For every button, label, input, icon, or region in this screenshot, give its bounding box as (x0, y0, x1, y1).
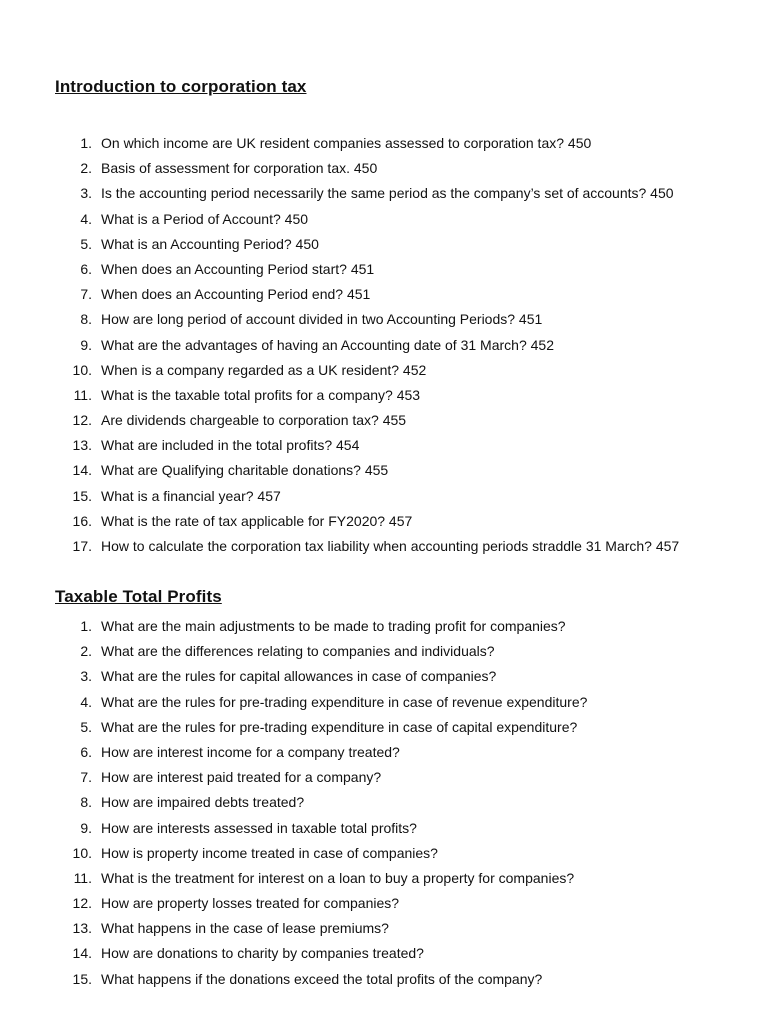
question-list (0, 131, 768, 559)
item-number: 4. (80, 693, 92, 710)
item-number: 9. (80, 819, 92, 836)
list-item (0, 534, 768, 559)
item-number: 17. (72, 538, 92, 554)
list-item (0, 156, 768, 181)
item-number: 11. (73, 386, 92, 403)
list-item (0, 967, 768, 992)
question-text: What are the main adjustments to be made to trading profit for companies? (101, 618, 566, 634)
list-item (0, 916, 768, 941)
question-text: What are the rules for pre-trading expenditure in case of revenue expenditure? (101, 693, 588, 710)
question-list (0, 614, 768, 992)
list-item (0, 765, 768, 790)
question-text: What are the rules for pre-trading expenditure in case of capital expenditure? (101, 718, 578, 735)
question-text: What is an Accounting Period? 450 (101, 235, 319, 252)
item-number: 13. (72, 437, 92, 454)
question-text: When does an Accounting Period end? 451 (101, 286, 371, 303)
item-number: 2. (80, 160, 92, 177)
item-number: 4. (80, 210, 92, 227)
item-number: 15. (72, 487, 92, 504)
item-number: 12. (72, 895, 92, 912)
item-number: 3. (80, 185, 92, 202)
list-item (0, 257, 768, 282)
question-text: When is a company regarded as a UK resident? 452 (101, 361, 427, 378)
question-text: When does an Accounting Period start? 451 (101, 260, 375, 277)
question-text: How are interest income for a company treated? (101, 743, 400, 760)
list-item (0, 433, 768, 458)
list-item (0, 941, 768, 966)
question-text: What is the rate of tax applicable for FY2020? 457 (101, 512, 413, 529)
item-number: 6. (80, 743, 92, 760)
list-item (0, 131, 768, 156)
list-item (0, 484, 768, 509)
section-taxable-total-profits (0, 585, 768, 992)
item-number: 11. (73, 869, 92, 886)
item-number: 10. (72, 844, 92, 861)
question-text: On which income are UK resident companies assessed to corporation tax? 450 (101, 135, 592, 151)
question-text: Is the accounting period necessarily the same period as the company’s set of accounts? 450 (101, 185, 674, 202)
item-number: 6. (80, 260, 92, 277)
list-item (0, 614, 768, 639)
list-item (0, 333, 768, 358)
question-text: Basis of assessment for corporation tax. 450 (101, 160, 378, 177)
list-item (0, 891, 768, 916)
question-text: What is the taxable total profits for a company? 453 (101, 386, 421, 403)
question-text: What happens if the donations exceed the total profits of the company? (101, 970, 543, 987)
list-item (0, 408, 768, 433)
question-text: Are dividends chargeable to corporation tax? 455 (101, 412, 407, 429)
item-number: 8. (80, 794, 92, 811)
item-number: 9. (80, 336, 92, 353)
question-text: How are property losses treated for companies? (101, 895, 400, 912)
item-number: 12. (72, 412, 92, 429)
list-item (0, 383, 768, 408)
item-number: 5. (80, 235, 92, 252)
list-item (0, 816, 768, 841)
question-text: How are interests assessed in taxable total profits? (101, 819, 417, 836)
question-text: What is a Period of Account? 450 (101, 210, 309, 227)
item-number: 14. (72, 462, 92, 479)
item-number: 5. (80, 718, 92, 735)
item-number: 2. (80, 643, 92, 660)
list-item (0, 509, 768, 534)
question-text: What happens in the case of lease premiums? (101, 920, 389, 937)
question-text: What are the differences relating to companies and individuals? (101, 643, 495, 660)
item-number: 7. (80, 769, 92, 786)
question-text: What are included in the total profits? 454 (101, 437, 360, 454)
list-item (0, 207, 768, 232)
question-text: What is the treatment for interest on a loan to buy a property for companies? (101, 869, 575, 886)
item-number: 7. (80, 286, 92, 303)
item-number: 1. (80, 618, 92, 634)
question-text: How are interest paid treated for a company? (101, 769, 382, 786)
list-item (0, 307, 768, 332)
item-number: 8. (80, 311, 92, 328)
question-text: How to calculate the corporation tax liability when accounting periods straddle 31 March? 457 (101, 538, 680, 554)
item-number: 13. (72, 920, 92, 937)
question-text: How are donations to charity by companies treated? (101, 945, 424, 962)
list-item (0, 282, 768, 307)
list-item (0, 841, 768, 866)
list-item (0, 458, 768, 483)
section-introduction-to-corporation-tax (0, 75, 768, 559)
item-number: 10. (72, 361, 92, 378)
list-item (0, 740, 768, 765)
item-number: 14. (72, 945, 92, 962)
question-text: What are Qualifying charitable donations? 455 (101, 462, 389, 479)
list-item (0, 358, 768, 383)
section-title: Introduction to corporation tax (55, 77, 307, 96)
question-text: How are impaired debts treated? (101, 794, 305, 811)
list-item (0, 866, 768, 891)
section-title: Taxable Total Profits (55, 587, 222, 606)
list-item (0, 232, 768, 257)
list-item (0, 181, 768, 206)
item-number: 1. (80, 135, 92, 151)
question-text: What are the advantages of having an Accounting date of 31 March? 452 (101, 336, 554, 353)
item-number: 15. (72, 970, 92, 987)
item-number: 3. (80, 668, 92, 685)
question-text: What is a financial year? 457 (101, 487, 281, 504)
question-text: How are long period of account divided in two Accounting Periods? 451 (101, 311, 543, 328)
question-text: What are the rules for capital allowances in case of companies? (101, 668, 497, 685)
list-item (0, 690, 768, 715)
list-item (0, 664, 768, 689)
list-item (0, 715, 768, 740)
question-text: How is property income treated in case of companies? (101, 844, 438, 861)
item-number: 16. (72, 512, 92, 529)
list-item (0, 790, 768, 815)
list-item (0, 639, 768, 664)
